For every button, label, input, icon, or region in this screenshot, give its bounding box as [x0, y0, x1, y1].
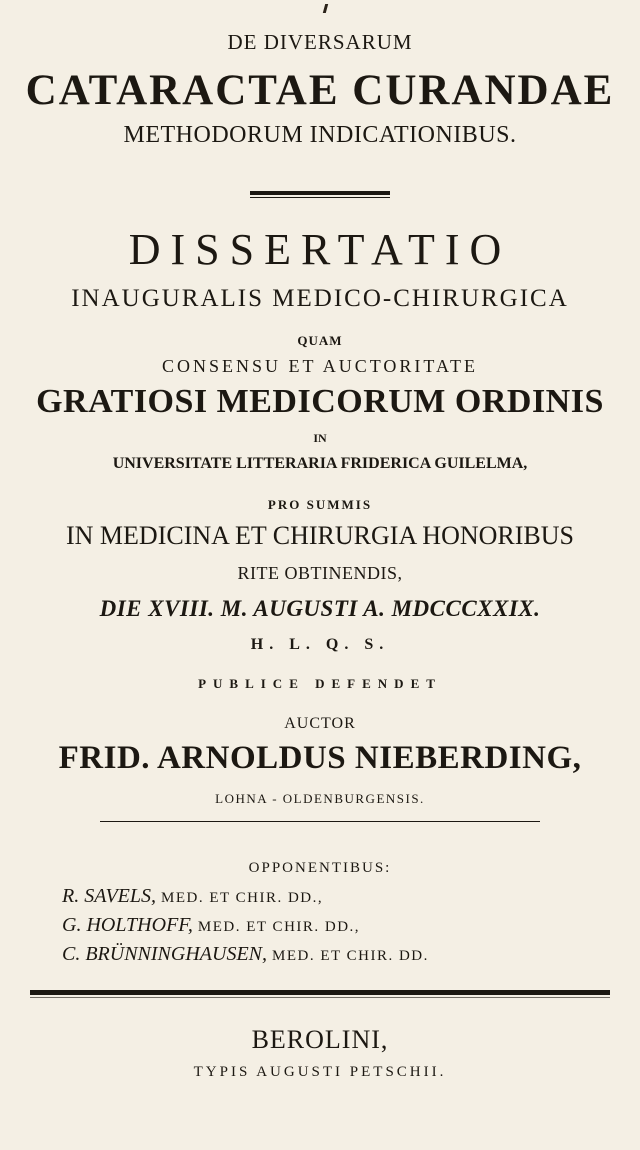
ink-mark	[323, 4, 328, 13]
date-line: DIE XVIII. M. AUGUSTI A. MDCCCXXIX.	[99, 596, 541, 621]
in-line: IN	[313, 431, 327, 445]
pro-summis-line: PRO SUMMIS	[267, 497, 373, 512]
imprint-printer: TYPIS AUGUSTI PETSCHII.	[193, 1064, 447, 1080]
opponent-title: MED. ET CHIR. DD.,	[197, 919, 361, 935]
auctor-line: AUCTOR	[284, 715, 356, 732]
consensu-line: CONSENSU ET AUCTORITATE	[162, 356, 478, 376]
quam-line: QUAM	[297, 333, 343, 348]
divider-rule-middle	[100, 821, 540, 822]
inauguralis-line: INAUGURALIS MEDICO-CHIRURGICA	[71, 285, 569, 312]
gratiosi-line: GRATIOSI MEDICORUM ORDINIS	[36, 383, 604, 420]
opponent-row	[62, 914, 360, 937]
opponent-title: MED. ET CHIR. DD.,	[161, 890, 324, 906]
divider-rule-top	[250, 191, 390, 195]
university-line: UNIVERSITATE LITTERARIA FRIDERICA GUILELMA,	[112, 455, 528, 472]
divider-rule-bottom-thin	[30, 997, 610, 998]
title-line-de: DE DIVERSARUM	[227, 30, 413, 54]
imprint-place: BEROLINI,	[251, 1025, 389, 1054]
hlqs-line: H. L. Q. S.	[250, 636, 390, 653]
opponent-name: R. SAVELS,	[62, 885, 156, 907]
divider-rule-bottom	[30, 990, 610, 995]
author-name: FRID. ARNOLDUS NIEBERDING,	[58, 740, 582, 776]
divider-rule-top-thin	[250, 197, 390, 198]
rite-line: RITE OBTINENDIS,	[237, 563, 403, 583]
publice-line: PUBLICE DEFENDET	[198, 676, 442, 691]
subtitle-methods: METHODORUM INDICATIONIBUS.	[123, 122, 517, 148]
opponent-title: MED. ET CHIR. DD.	[272, 948, 429, 964]
opponent-row	[62, 943, 429, 966]
dissertatio-heading: DISSERTATIO	[128, 225, 512, 274]
author-origin: LOHNA - OLDENBURGENSIS.	[215, 791, 425, 806]
opponent-name: G. HOLTHOFF,	[62, 914, 193, 936]
opponentibus-heading: OPPONENTIBUS:	[248, 860, 392, 876]
opponent-name: C. BRÜNNINGHAUSEN,	[62, 943, 267, 965]
opponent-row	[62, 885, 323, 908]
main-title: CATARACTAE CURANDAE	[25, 67, 615, 114]
medicina-line: IN MEDICINA ET CHIRURGIA HONORIBUS	[66, 521, 574, 550]
